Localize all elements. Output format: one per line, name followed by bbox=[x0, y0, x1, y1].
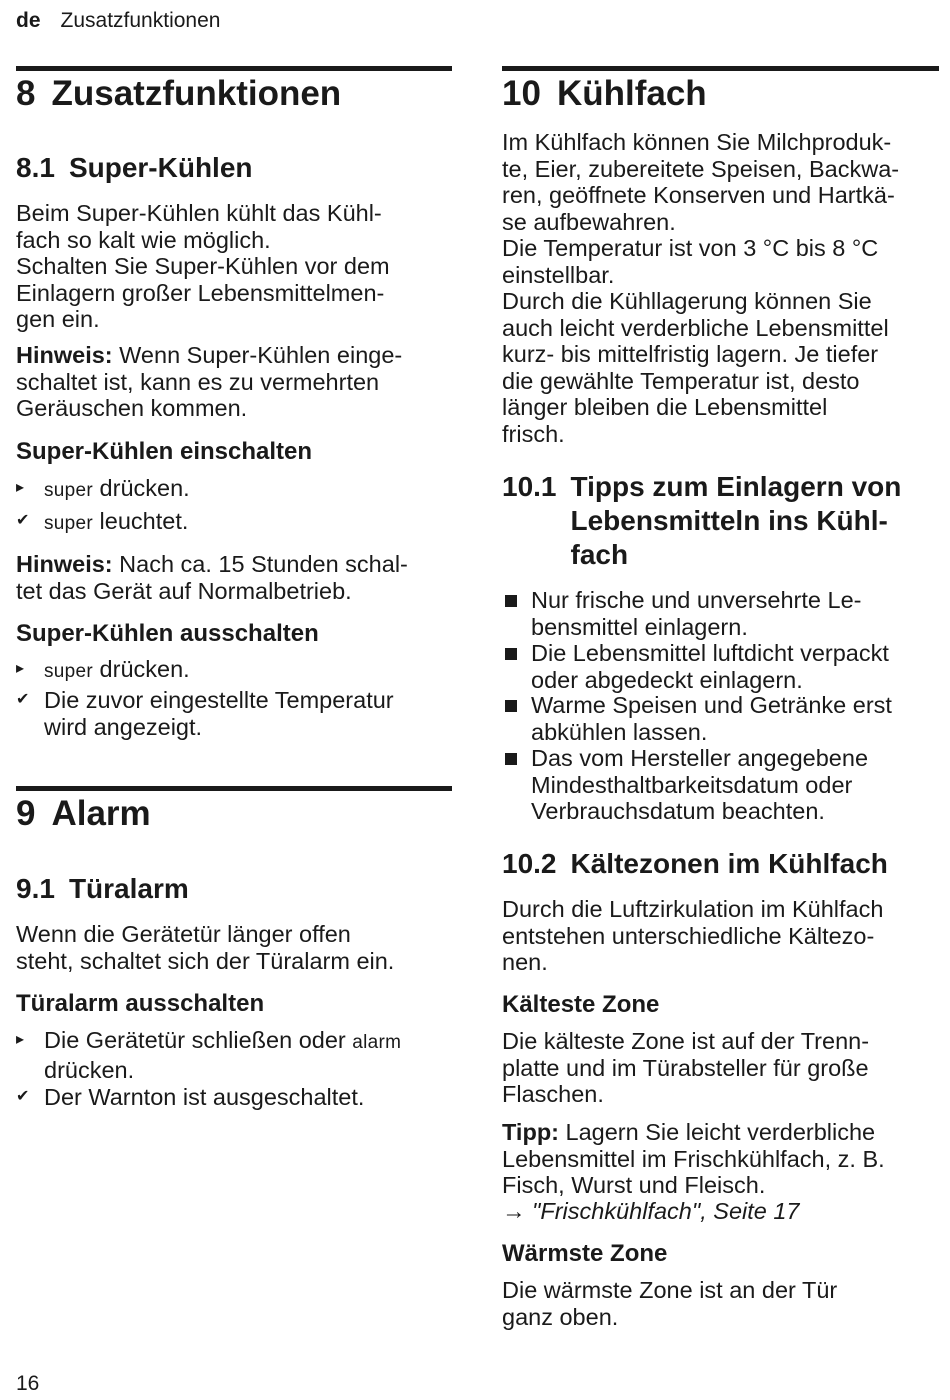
tip-list-item bbox=[502, 640, 939, 693]
tip-list-item bbox=[502, 692, 939, 745]
step-text: drücken. bbox=[93, 656, 190, 682]
warmest-zone-text: Die wärmste Zone ist an der Tür ganz oben. bbox=[502, 1277, 838, 1330]
section-number: 10.1 bbox=[502, 471, 557, 502]
coldest-zone-heading: Kälteste Zone bbox=[502, 991, 660, 1018]
door-alarm-step-2 bbox=[16, 1084, 452, 1111]
tip-paragraph bbox=[502, 1119, 939, 1199]
square-bullet-icon bbox=[505, 648, 517, 660]
super-cool-on-step-1 bbox=[16, 475, 452, 505]
section-10-1-heading bbox=[502, 470, 939, 572]
chapter-10-rule bbox=[502, 66, 939, 71]
tip-label: Tipp: bbox=[502, 1119, 559, 1145]
door-alarm-off-heading: Türalarm ausschalten bbox=[16, 990, 265, 1017]
super-cool-intro: Beim Super-Kühlen kühlt das Kühl- fach so kalt wie möglich. Schalten Sie Super-Kühlen vor dem Einlagern großer Lebensmittelmen- gen ein. bbox=[16, 200, 390, 332]
step-text: leuchtet. bbox=[93, 508, 189, 534]
section-10-2-heading bbox=[502, 847, 939, 881]
door-alarm-step-1 bbox=[16, 1027, 452, 1083]
square-bullet-icon bbox=[505, 595, 517, 607]
section-number: 8.1 bbox=[16, 152, 55, 183]
square-bullet-icon bbox=[505, 753, 517, 765]
warmest-zone-heading: Wärmste Zone bbox=[502, 1240, 668, 1267]
chapter-number: 9 bbox=[16, 794, 36, 833]
alarm-key-label: alarm bbox=[352, 1032, 402, 1053]
section-number: 9.1 bbox=[16, 873, 55, 904]
step-text: Die zuvor eingestellte Temperatur wird angezeigt. bbox=[44, 687, 394, 740]
super-cool-off-step-2 bbox=[16, 687, 452, 740]
chapter-9-rule bbox=[16, 786, 452, 791]
square-bullet-icon bbox=[505, 700, 517, 712]
super-key-label: super bbox=[44, 513, 94, 534]
page-number: 16 bbox=[16, 1372, 40, 1395]
coldest-zone-text: Die kälteste Zone ist auf der Trenn- platte und im Türabsteller für große Flaschen. bbox=[502, 1028, 870, 1107]
super-cool-off-step-1 bbox=[16, 656, 452, 686]
note-label: Hinweis: bbox=[16, 342, 113, 368]
step-text: Die Gerätetür schließen oder bbox=[44, 1027, 353, 1053]
super-cool-note-1 bbox=[16, 342, 452, 422]
check-icon: ✔ bbox=[16, 691, 30, 708]
section-9-1-heading bbox=[16, 872, 452, 906]
chapter-9-heading bbox=[16, 794, 151, 834]
note-text: Nach ca. 15 Stunden schal- tet das Gerät auf Normalbetrieb. bbox=[16, 551, 408, 604]
chapter-title: Alarm bbox=[51, 794, 151, 833]
super-cool-on-heading: Super-Kühlen einschalten bbox=[16, 438, 313, 465]
running-header bbox=[16, 9, 220, 33]
step-arrow-icon: ▸ bbox=[16, 660, 25, 677]
super-cool-note-2 bbox=[16, 551, 452, 604]
section-title: Tipps zum Einlagern von Lebensmitteln ins Kühl- fach bbox=[570, 471, 902, 570]
chapter-number: 10 bbox=[502, 74, 541, 113]
super-key-label: super bbox=[44, 661, 94, 682]
note-label: Hinweis: bbox=[16, 551, 113, 577]
cross-reference-link[interactable]: → "Frischkühlfach", Seite 17 bbox=[502, 1198, 800, 1224]
super-cool-off-heading: Super-Kühlen ausschalten bbox=[16, 620, 319, 647]
door-alarm-intro: Wenn die Gerätetür länger offen steht, schaltet sich der Türalarm ein. bbox=[16, 921, 395, 974]
cold-zones-intro: Durch die Luftzirkulation im Kühlfach entstehen unterschiedliche Kältezo- nen. bbox=[502, 896, 884, 975]
check-icon: ✔ bbox=[16, 512, 30, 529]
language-code: de bbox=[16, 9, 41, 32]
super-key-label: super bbox=[44, 480, 94, 501]
chapter-number: 8 bbox=[16, 74, 36, 113]
chapter-8-rule bbox=[16, 66, 452, 71]
step-text-continued: drücken. bbox=[44, 1056, 135, 1083]
step-text: Der Warnton ist ausgeschaltet. bbox=[44, 1084, 365, 1110]
check-icon: ✔ bbox=[16, 1088, 30, 1105]
note-text: Wenn Super-Kühlen einge- schaltet ist, kann es zu vermehrten Geräuschen kommen. bbox=[16, 342, 403, 421]
tip-text: Warme Speisen und Getränke erst abkühlen lassen. bbox=[531, 692, 892, 745]
section-title: Super-Kühlen bbox=[68, 152, 253, 183]
step-arrow-icon: ▸ bbox=[16, 479, 25, 496]
chapter-title: Zusatzfunktionen bbox=[51, 74, 342, 113]
step-text: drücken. bbox=[93, 475, 190, 501]
section-title: Türalarm bbox=[68, 873, 189, 904]
chapter-title: Kühlfach bbox=[556, 74, 707, 113]
chapter-10-heading bbox=[502, 74, 707, 114]
tip-list-item bbox=[502, 587, 939, 640]
tip-text: Nur frische und unversehrte Le- bensmittel einlagern. bbox=[531, 587, 862, 640]
section-number: 10.2 bbox=[502, 848, 557, 879]
tip-text: Die Lebensmittel luftdicht verpackt oder abgedeckt einlagern. bbox=[531, 640, 889, 693]
chapter-8-heading bbox=[16, 74, 341, 114]
tip-text: Lagern Sie leicht verderbliche Lebensmittel im Frischkühlfach, z. B. Fisch, Wurst und Fleisch. bbox=[502, 1119, 885, 1198]
header-section-title: Zusatzfunktionen bbox=[60, 9, 221, 32]
step-arrow-icon: ▸ bbox=[16, 1031, 25, 1048]
section-title: Kältezonen im Kühlfach bbox=[570, 848, 888, 879]
tip-list-item bbox=[502, 745, 939, 825]
fridge-intro: Im Kühlfach können Sie Milchproduk- te, Eier, zubereitete Speisen, Backwa- ren, geöffnete Konserven und Hartkä- se aufbewahren. Die Temperatur ist von 3 °C bis 8 °C einstellbar. Durch die Kühllagerung können Sie auch leicht verderbliche Lebensmittel kurz- bis mittelfristig lagern. Je tiefer die gewählte Temperatur ist, desto länger bleiben die Lebensmittel frisch. bbox=[502, 129, 900, 447]
super-cool-on-step-2 bbox=[16, 508, 452, 538]
section-8-1-heading bbox=[16, 151, 452, 185]
tip-text: Das vom Hersteller angegebene Mindesthaltbarkeitsdatum oder Verbrauchsdatum beachten. bbox=[531, 745, 869, 824]
